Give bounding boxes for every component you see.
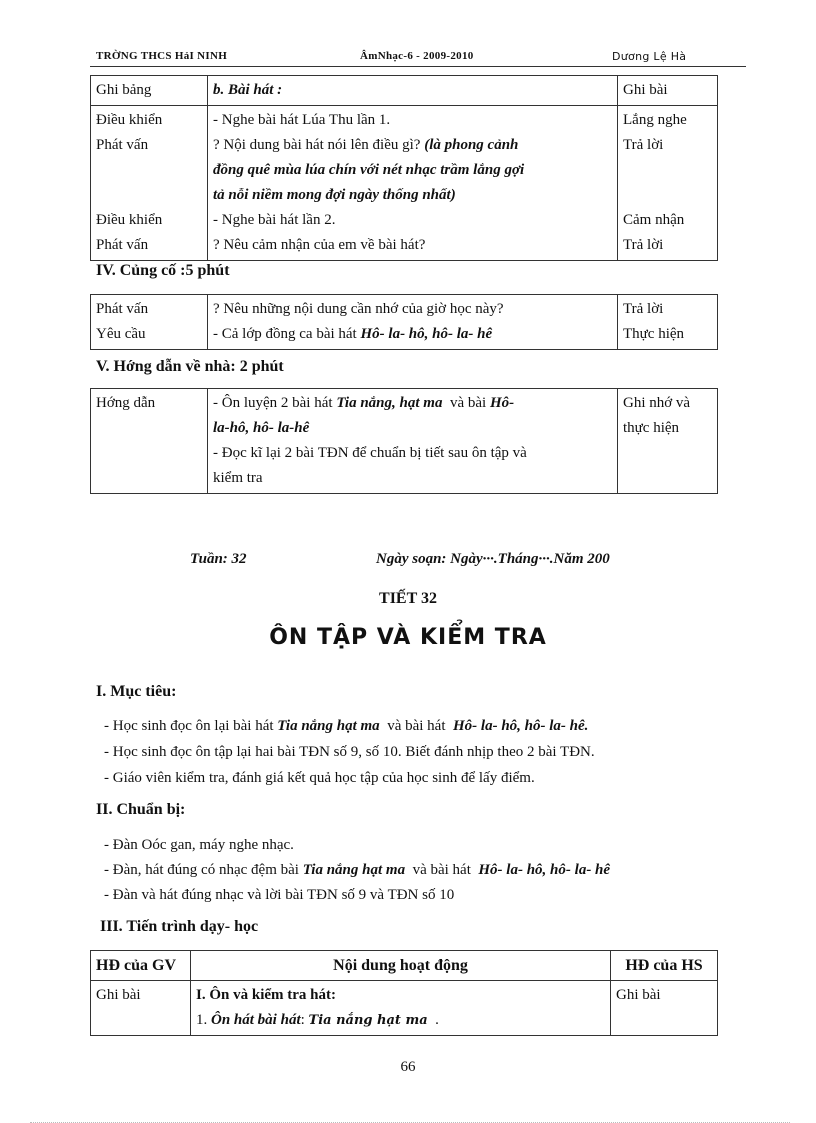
gv-spacer bbox=[96, 1008, 185, 1033]
gv-cell bbox=[91, 106, 208, 261]
table-row bbox=[91, 295, 718, 350]
song-name: Hô- bbox=[489, 395, 515, 411]
header-teacher: Dương Lệ Hà bbox=[612, 50, 687, 63]
gv-text: Ghi bài bbox=[96, 987, 141, 1003]
item-title: Ôn hát bài hát bbox=[211, 1012, 301, 1028]
hs-cell bbox=[618, 389, 718, 494]
content-cell bbox=[208, 389, 618, 494]
gv-text: Phát vấn bbox=[96, 237, 149, 253]
content-text: I. Ôn và kiểm tra hát: bbox=[196, 987, 336, 1003]
objective-line bbox=[104, 714, 588, 738]
hs-text: Thực hiện bbox=[623, 326, 685, 342]
hs-spacer bbox=[623, 158, 712, 183]
hs-text: Trả lời bbox=[623, 137, 664, 153]
hs-cell bbox=[618, 295, 718, 350]
lesson-date: Ngày soạn: Ngày···.Tháng···.Năm 200 bbox=[376, 551, 610, 567]
table-row bbox=[91, 981, 718, 1036]
hs-text: Trả lời bbox=[623, 237, 664, 253]
table-header-row bbox=[91, 951, 718, 981]
content-text: ? Nêu cảm nhận của em về bài hát? bbox=[213, 237, 426, 253]
hs-spacer bbox=[616, 1008, 712, 1033]
gv-text: Phát vấn bbox=[96, 137, 149, 153]
prep-line: - Đàn Oóc gan, máy nghe nhạc. bbox=[104, 837, 294, 853]
section-4-title: IV. Củng cố :5 phút bbox=[96, 262, 230, 279]
hs-cell bbox=[618, 106, 718, 261]
content-cell bbox=[208, 295, 618, 350]
gv-spacer bbox=[96, 158, 202, 183]
prep-line bbox=[104, 858, 610, 882]
gv-cell: Hớng dẫn bbox=[91, 389, 208, 494]
objective-line: - Giáo viên kiểm tra, đánh giá kết quả học tập của học sinh để lấy điểm. bbox=[104, 770, 535, 786]
lesson-week: Tuần: 32 bbox=[190, 551, 247, 567]
lesson-period: TIẾT 32 bbox=[379, 590, 437, 607]
hs-text: Ghi nhớ và bbox=[623, 395, 691, 411]
objective-text: - Học sinh đọc ôn lại bài hát bbox=[104, 718, 274, 734]
content-cell bbox=[208, 106, 618, 261]
content-text bbox=[196, 1008, 605, 1033]
punctuation: : bbox=[300, 1012, 305, 1028]
section-5-title: V. Hớng dẫn về nhà: 2 phút bbox=[96, 358, 284, 375]
col-header-content: Nội dung hoạt động bbox=[191, 951, 611, 981]
answer-text: (là phong cảnh bbox=[424, 137, 519, 153]
objective-text: và bài hát bbox=[387, 718, 446, 734]
col-header-gv: HĐ của GV bbox=[91, 951, 191, 981]
col-header-hs: HĐ của HS bbox=[611, 951, 718, 981]
song-name: Tia nắng, hạt ma bbox=[336, 395, 443, 411]
song-name: Tia nắng hạt ma bbox=[277, 718, 380, 734]
hs-text: Lắng nghe bbox=[623, 112, 687, 128]
content-text bbox=[213, 133, 612, 158]
hs-spacer bbox=[623, 183, 712, 208]
content-cell bbox=[191, 981, 611, 1036]
activity-table-2 bbox=[90, 294, 718, 350]
gv-cell bbox=[91, 295, 208, 350]
lesson-title: ÔN TẬP VÀ KIỂM TRA bbox=[269, 625, 547, 650]
content-text: ? Nêu những nội dung cần nhớ của giờ học này? bbox=[213, 301, 504, 317]
prep-title: II. Chuẩn bị: bbox=[96, 801, 186, 818]
song-name: la-hô, hô- la-hê bbox=[213, 420, 310, 436]
page-number: 66 bbox=[400, 1059, 416, 1075]
table-row bbox=[91, 76, 718, 106]
gv-cell bbox=[91, 981, 191, 1036]
hs-text: thực hiện bbox=[623, 420, 680, 436]
instruction-text: - Cả lớp đồng ca bài hát bbox=[213, 326, 357, 342]
question-text: ? Nội dung bài hát nói lên điều gì? bbox=[213, 137, 421, 153]
hs-text: Trả lời bbox=[623, 301, 664, 317]
table-row bbox=[91, 106, 718, 261]
content-text bbox=[213, 391, 612, 416]
content-text: kiểm tra bbox=[213, 470, 263, 486]
song-name: Hô- la- hô, hô- la- hê. bbox=[453, 718, 589, 734]
objective-line: - Học sinh đọc ôn tập lại hai bài TĐN số 9, số 10. Biết đánh nhịp theo 2 bài TĐN. bbox=[104, 744, 595, 760]
content-text bbox=[213, 322, 612, 347]
gv-text: Điều khiển bbox=[96, 212, 163, 228]
hs-cell bbox=[611, 981, 718, 1036]
answer-text: tả nỗi niềm mong đợi ngày thống nhất) bbox=[213, 187, 456, 203]
gv-text: Điều khiển bbox=[96, 112, 163, 128]
header-subject: ÂmNhạc-6 - 2009-2010 bbox=[360, 50, 474, 62]
content-text: - Nghe bài hát Lúa Thu lần 1. bbox=[213, 112, 391, 128]
hs-cell: Ghi bài bbox=[618, 76, 718, 106]
process-table bbox=[90, 950, 718, 1036]
gv-text: Phát vấn bbox=[96, 301, 149, 317]
item-number: 1. bbox=[196, 1012, 208, 1028]
hs-text: Ghi bài bbox=[616, 987, 661, 1003]
gv-spacer bbox=[96, 183, 202, 208]
hs-text: Cảm nhận bbox=[623, 212, 685, 228]
prep-text: và bài hát bbox=[412, 862, 471, 878]
activity-table-3 bbox=[90, 388, 718, 494]
header-school: TRỜNG THCS HảI NINH bbox=[96, 50, 228, 62]
content-text: - Nghe bài hát lần 2. bbox=[213, 212, 336, 228]
answer-text: đồng quê mùa lúa chín với nét nhạc trầm lắng gợi bbox=[213, 162, 525, 178]
prep-line: - Đàn và hát đúng nhạc và lời bài TĐN số 9 và TĐN số 10 bbox=[104, 887, 455, 903]
punctuation: . bbox=[435, 1012, 439, 1028]
table-row bbox=[91, 389, 718, 494]
process-title: III. Tiến trình dạy- học bbox=[100, 918, 259, 935]
content-cell: b. Bài hát : bbox=[208, 76, 618, 106]
content-text: - Đọc kĩ lại 2 bài TĐN để chuẩn bị tiết sau ôn tập và bbox=[213, 445, 527, 461]
song-name: Tia nắng hạt ma bbox=[308, 1013, 428, 1028]
song-name: Hô- la- hô, hô- la- hê bbox=[360, 326, 493, 342]
instruction-text: và bài bbox=[449, 395, 487, 411]
gv-text: Yêu cầu bbox=[96, 326, 146, 342]
instruction-text: - Ôn luyện 2 bài hát bbox=[213, 395, 333, 411]
activity-table-1 bbox=[90, 75, 718, 261]
song-name: Tia nắng hạt ma bbox=[302, 862, 406, 878]
prep-text: - Đàn, hát đúng có nhạc đệm bài bbox=[104, 862, 299, 878]
header-rule bbox=[90, 66, 746, 67]
gv-cell: Ghi bảng bbox=[91, 76, 208, 106]
objectives-title: I. Mục tiêu: bbox=[96, 683, 177, 700]
song-name: Hô- la- hô, hô- la- hê bbox=[478, 862, 611, 878]
